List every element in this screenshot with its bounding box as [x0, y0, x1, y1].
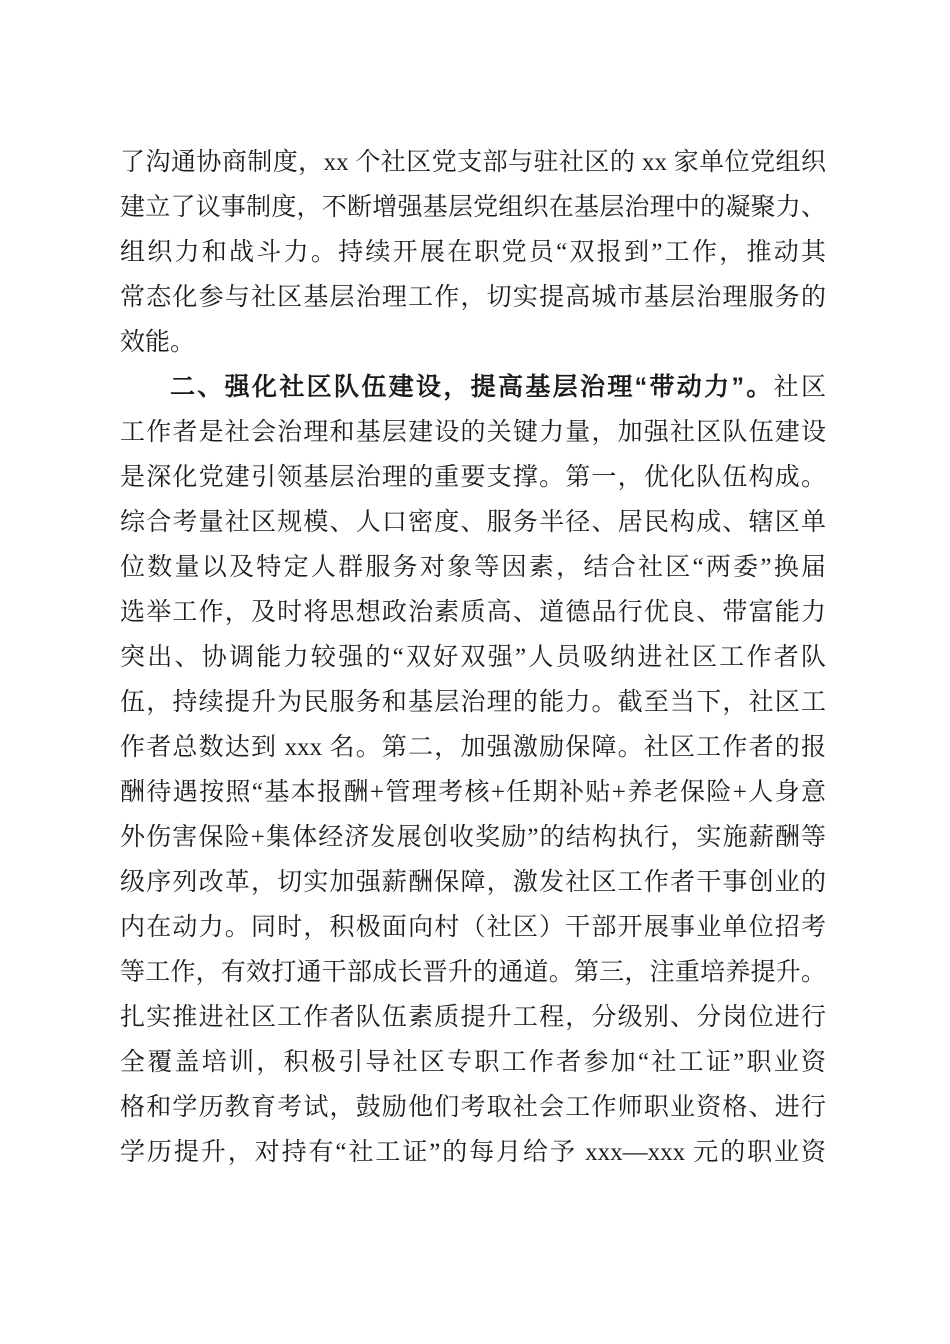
body-text: 选举工作，及时将思想政治素质高、道德品行优良、带富能力	[120, 599, 826, 626]
text-line	[120, 320, 826, 365]
body-text: 突出、协调能力较强的“双好双强”人员吸纳进社区工作者队	[120, 644, 826, 671]
text-line	[120, 1040, 826, 1085]
text-line	[120, 410, 826, 455]
text-line	[120, 860, 826, 905]
body-text: 作者总数达到 xxx 名。第二，加强激励保障。社区工作者的报	[120, 734, 826, 761]
text-line	[120, 680, 826, 725]
body-text: 扎实推进社区工作者队伍素质提升工程，分级别、分岗位进行	[120, 1004, 826, 1031]
body-text: 是深化党建引领基层治理的重要支撑。第一，优化队伍构成。	[120, 464, 826, 491]
body-text: 学历提升，对持有“社工证”的每月给予 xxx—xxx 元的职业资	[120, 1139, 826, 1166]
body-text: 社区	[773, 374, 826, 401]
text-line	[120, 275, 826, 320]
text-line	[120, 140, 826, 185]
document-body	[120, 140, 826, 1175]
body-text: 级序列改革，切实加强薪酬保障，激发社区工作者干事创业的	[120, 869, 826, 896]
body-text: 等工作，有效打通干部成长晋升的通道。第三，注重培养提升。	[120, 959, 826, 986]
body-text: 建立了议事制度，不断增强基层党组织在基层治理中的凝聚力、	[120, 194, 826, 221]
body-text: 格和学历教育考试，鼓励他们考取社会工作师职业资格、进行	[120, 1094, 826, 1121]
text-line	[120, 500, 826, 545]
body-text: 工作者是社会治理和基层建设的关键力量，加强社区队伍建设	[120, 419, 826, 446]
body-text: 综合考量社区规模、人口密度、服务半径、居民构成、辖区单	[120, 509, 826, 536]
text-line	[120, 905, 826, 950]
text-line	[120, 770, 826, 815]
text-line	[120, 590, 826, 635]
heading-text: 二、强化社区队伍建设，提高基层治理“带动力”。	[170, 373, 774, 401]
text-line	[120, 725, 826, 770]
text-line	[120, 230, 826, 275]
section-heading-line	[120, 365, 826, 410]
body-text: 组织力和战斗力。持续开展在职党员“双报到”工作，推动其	[120, 239, 826, 266]
body-text: 全覆盖培训，积极引导社区专职工作者参加“社工证”职业资	[120, 1049, 826, 1076]
body-text: 内在动力。同时，积极面向村（社区）干部开展事业单位招考	[120, 914, 826, 941]
text-line	[120, 185, 826, 230]
text-line	[120, 635, 826, 680]
text-line	[120, 545, 826, 590]
text-line	[120, 995, 826, 1040]
body-text: 酬待遇按照“基本报酬+管理考核+任期补贴+养老保险+人身意	[120, 779, 826, 806]
text-line	[120, 950, 826, 995]
text-line	[120, 1085, 826, 1130]
body-text: 位数量以及特定人群服务对象等因素，结合社区“两委”换届	[120, 554, 826, 581]
text-line	[120, 455, 826, 500]
body-text: 常态化参与社区基层治理工作，切实提高城市基层治理服务的	[120, 284, 826, 311]
body-text: 伍，持续提升为民服务和基层治理的能力。截至当下，社区工	[120, 689, 826, 716]
text-line	[120, 815, 826, 860]
text-line	[120, 1130, 826, 1175]
body-text: 外伤害保险+集体经济发展创收奖励”的结构执行，实施薪酬等	[120, 824, 826, 851]
body-text: 效能。	[120, 329, 196, 356]
body-text: 了沟通协商制度，xx 个社区党支部与驻社区的 xx 家单位党组织	[120, 149, 826, 176]
